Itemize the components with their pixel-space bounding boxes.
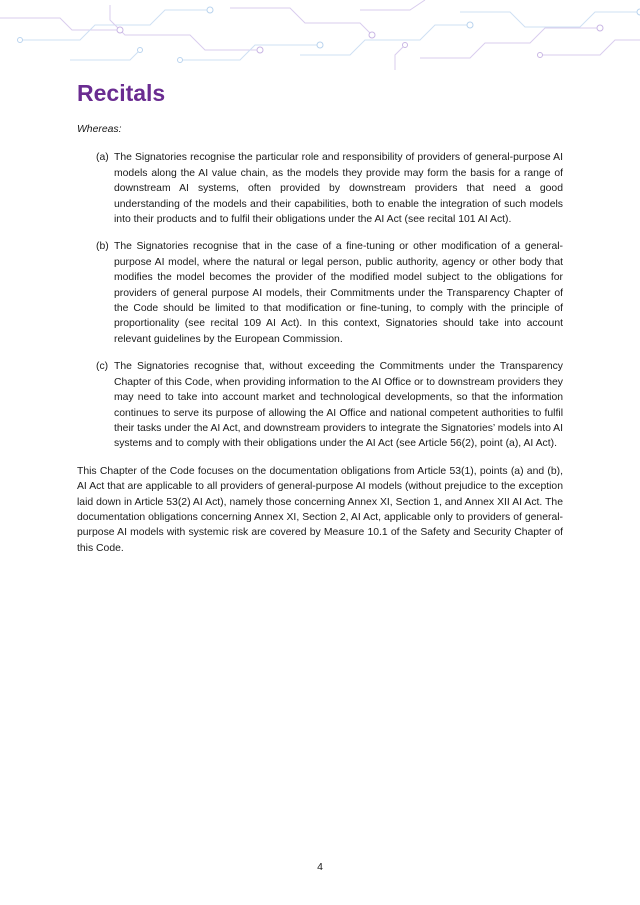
recital-a <box>77 150 563 227</box>
recital-text: The Signatories recognise that, without exceeding the Commitments under the Transparency Chapter of this Code, when providing information to the AI Office or to downstream providers they may need to take into account market and technological developments, so that the information continues to serve its purpose of allowing the AI Office and national competent authorities to fulfil their tasks under the AI Act, and downstream providers to integrate the Signatories’ models into AI systems and to comply with their obligations under the AI Act (see Article 56(2), point (a), AI Act). <box>114 361 563 450</box>
closing-paragraph: This Chapter of the Code focuses on the documentation obligations from Article 53(1), points (a) and (b), AI Act that are applicable to all providers of general-purpose AI models (without prejudice to the exception laid down in Article 53(2) AI Act), namely those concerning Annex XI, Section 1, and Annex XII AI Act. The documentation obligations concerning Annex XI, Section 2, AI Act, applicable only to providers of general-purpose AI models with systemic risk are covered by Measure 10.1 of the Safety and Security Chapter of this Code. <box>77 465 563 554</box>
recital-b <box>77 239 563 347</box>
recital-text: The Signatories recognise that in the case of a fine-tuning or other modification of a general-purpose AI model, where the natural or legal person, public authority, agency or other body that modifies the model becomes the provider of the modified model subject to the obligations for providers of general purpose AI models, their Commitments under the Transparency Chapter of the Code should be limited to that modification or fine-tuning, to comply with the principle of proportionality (see recital 109 AI Act). In this context, Signatories should take into account relevant guidelines by the European Commission. <box>114 241 563 345</box>
whereas-intro: Whereas: <box>77 124 122 135</box>
recital-text: The Signatories recognise the particular role and responsibility of providers of general-purpose AI models along the AI value chain, as the models they provide may form the basis for a range of downstream AI systems, often provided by downstream providers that need a good understanding of the models and their capabilities, both to enable the integration of such models into their products and to fulfil their obligations under the AI Act (see recital 101 AI Act). <box>114 152 563 226</box>
circuit-pattern-decoration <box>0 0 640 75</box>
recital-marker: (b) <box>96 241 109 253</box>
page-number: 4 <box>317 862 323 873</box>
recital-list <box>77 150 563 451</box>
recital-marker: (c) <box>96 361 109 373</box>
section-heading: Recitals <box>77 80 166 106</box>
page-content <box>77 78 563 556</box>
recital-marker: (a) <box>96 152 109 164</box>
recital-c <box>77 359 563 451</box>
